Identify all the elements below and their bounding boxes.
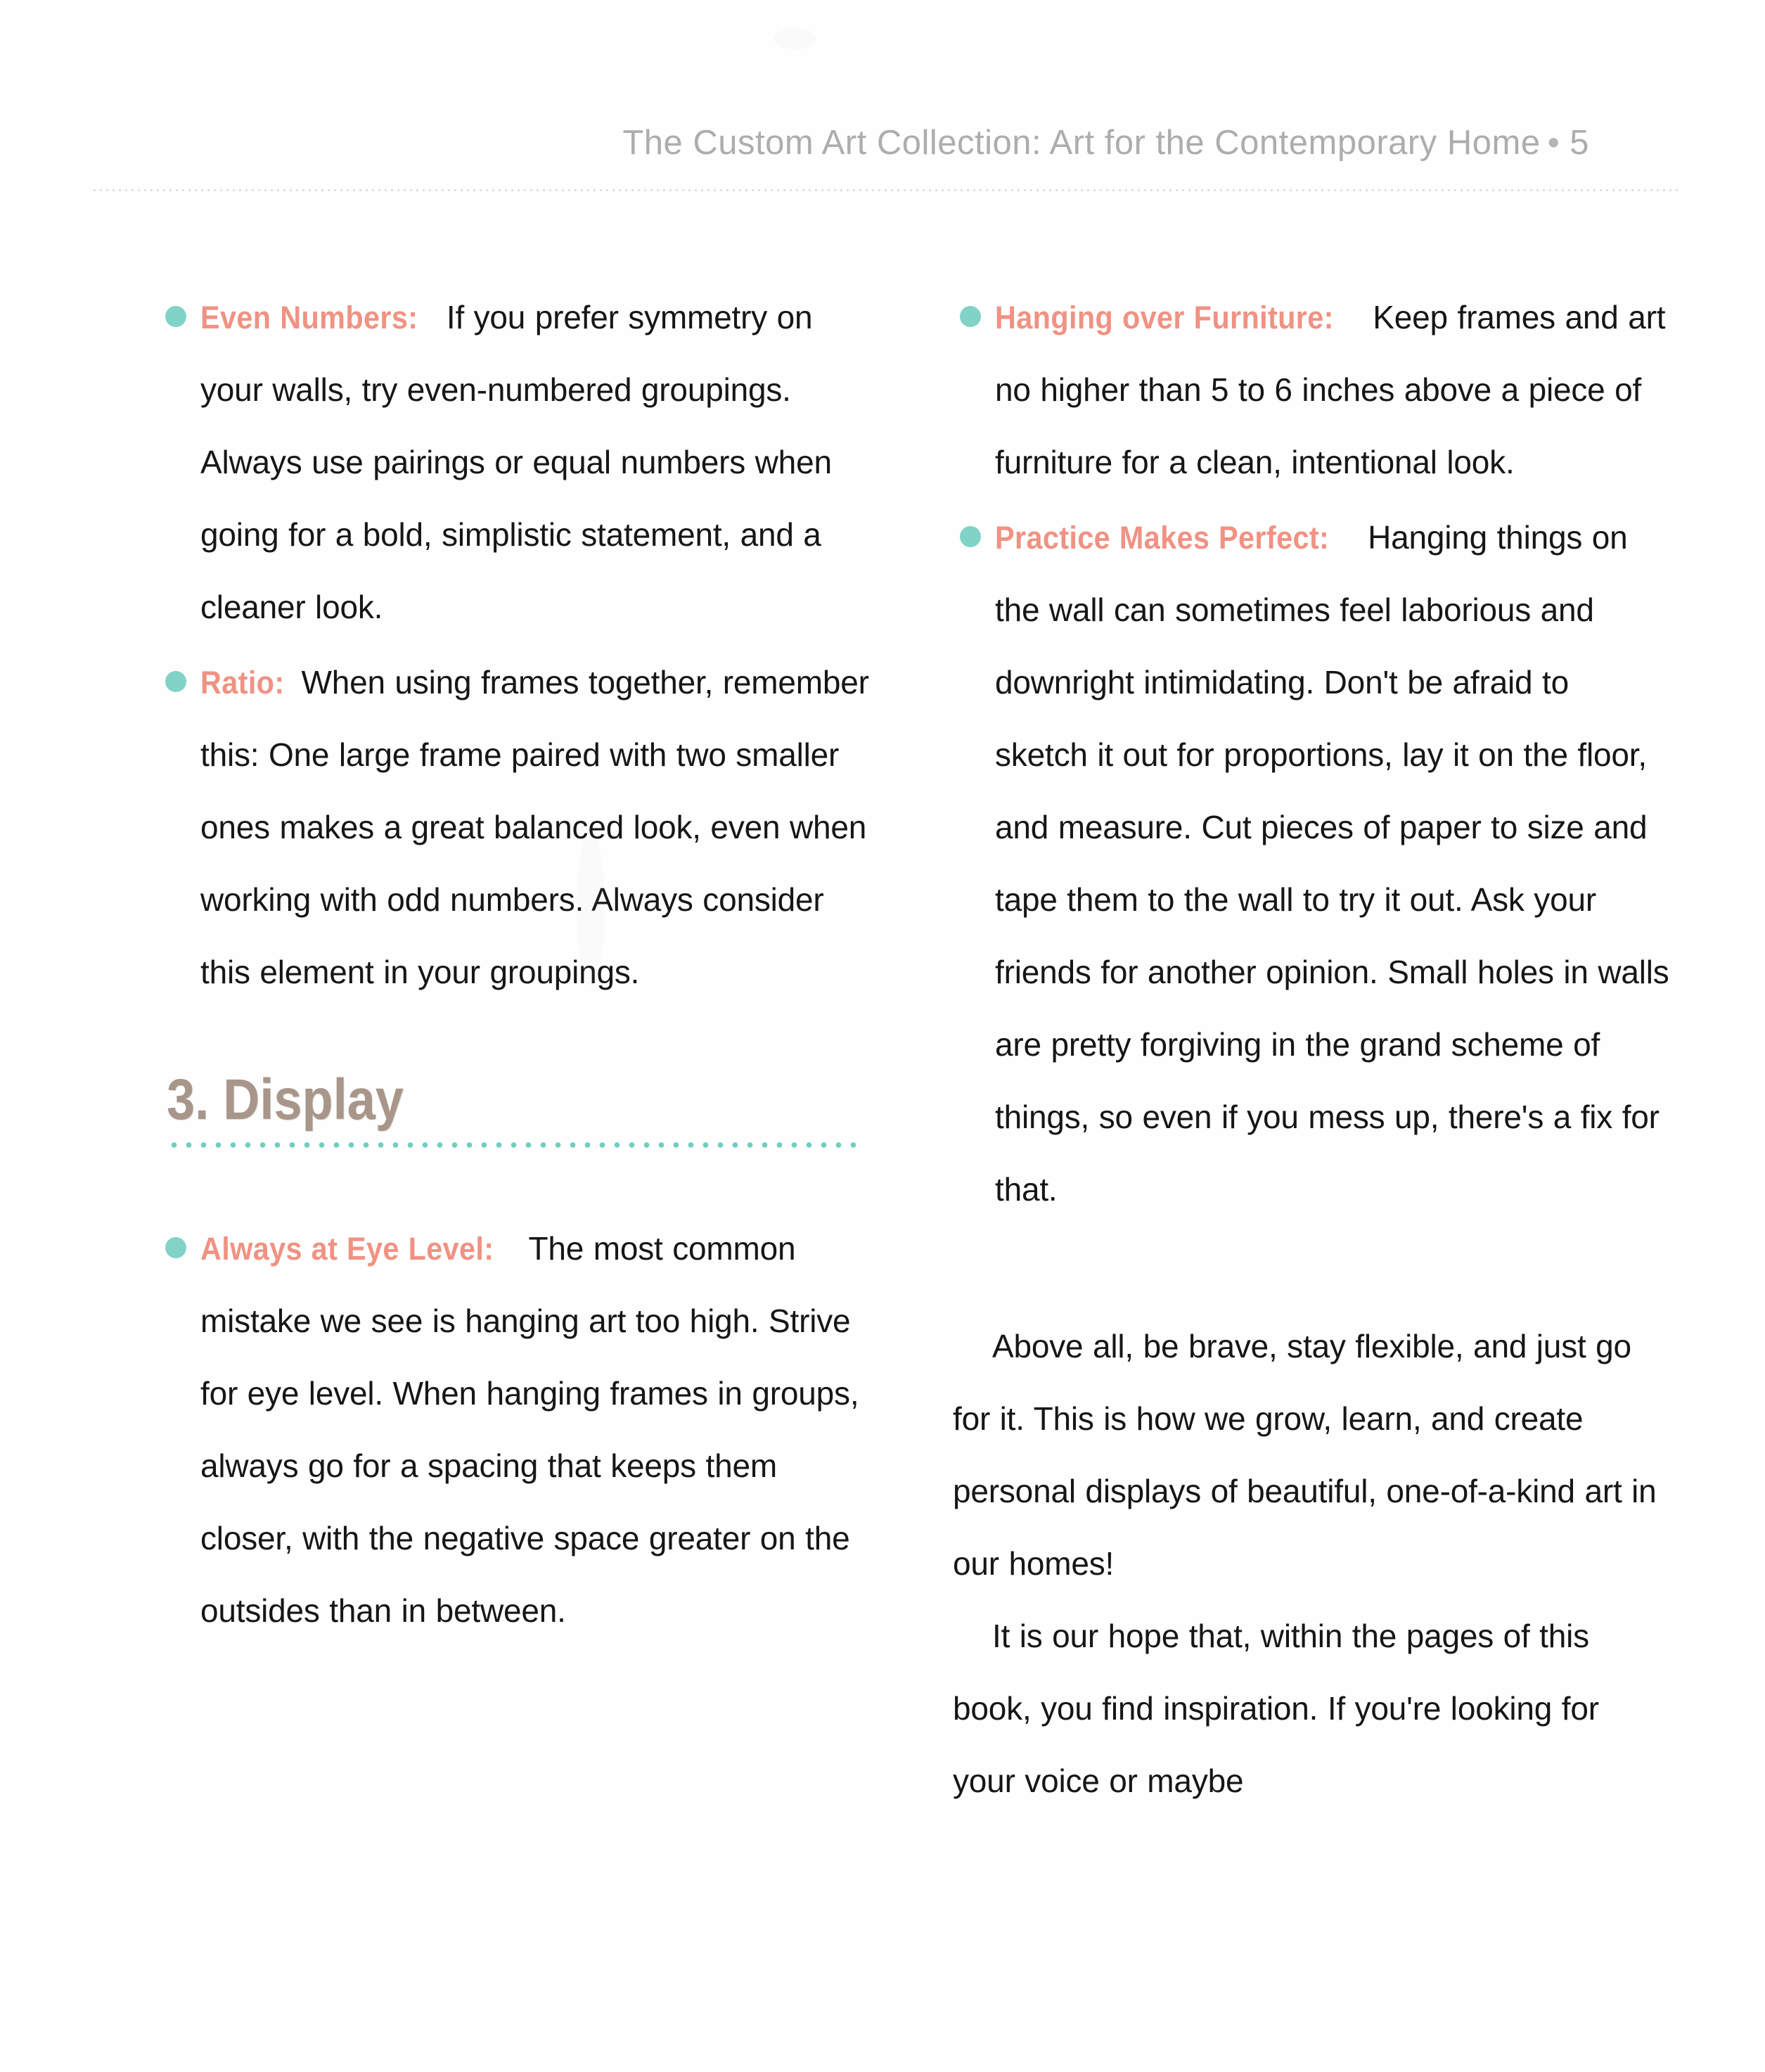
list-item — [953, 281, 1670, 499]
bullet-body-text: When using frames together, remember this: One large frame paired with two smaller ones makes a great balanced look, even when working with odd numbers. Always consider this element in your groupings. — [200, 664, 869, 990]
list-item — [158, 646, 875, 1009]
section-title: 3. Display — [167, 1068, 404, 1132]
bullet-dot-icon — [960, 306, 981, 327]
bullet-body-text: Keep frames and art no higher than 5 to 6 inches above a piece of furniture for a clean, intentional look. — [995, 299, 1666, 480]
bullet-lead-in: Always at Eye Level: — [200, 1230, 494, 1267]
running-head — [0, 123, 1589, 162]
header-dotted-rule — [91, 188, 1681, 192]
running-head-separator: • — [1547, 124, 1560, 162]
bullet-lead-in: Practice Makes Perfect: — [995, 520, 1330, 556]
two-column-layout — [0, 281, 1765, 1817]
bullet-dot-icon — [960, 526, 981, 547]
left-bullet-list — [158, 281, 875, 1009]
bullet-dot-icon — [165, 306, 186, 327]
bullet-lead-in: Even Numbers: — [200, 300, 418, 335]
list-item — [158, 281, 875, 644]
bullet-lead-in: Hanging over Furniture: — [995, 300, 1334, 335]
list-item — [158, 1213, 875, 1647]
bullet-dot-icon — [165, 1237, 186, 1258]
closing-paragraphs — [953, 1310, 1670, 1817]
closing-paragraph: Above all, be brave, stay flexible, and just go for it. This is how we grow, learn, and create personal displays of beautiful, one-of-a-kind art in our homes! — [953, 1328, 1657, 1582]
bullet-body-text: Hanging things on the wall can sometimes feel laborious and downright intimidating. Don't be afraid to sketch it out for proportions, lay it on the floor, and measure. Cut pieces of paper to size and tape them to the wall to try it out. Ask your friends for another opinion. Small holes in walls are pretty forgiving in the grand scheme of things, so even if you mess up, there's a fix for that. — [995, 519, 1669, 1208]
left-section-bullet-list — [158, 1213, 875, 1647]
bullet-body-text: The most common mistake we see is hanging art too high. Strive for eye level. When hanging frames in groups, always go for a spacing that keeps them closer, with the negative space greater on the outsides than in between. — [200, 1229, 859, 1629]
list-item — [953, 501, 1670, 1226]
running-head-title: The Custom Art Collection: Art for the Contemporary Home — [622, 124, 1541, 162]
section-heading-block — [158, 1070, 875, 1149]
left-column — [158, 281, 875, 1817]
closing-paragraph: It is our hope that, within the pages of this book, you find inspiration. If you're looking for your voice or maybe — [953, 1618, 1599, 1799]
page-number: 5 — [1570, 124, 1589, 162]
bullet-dot-icon — [165, 671, 186, 692]
scan-artifact — [774, 28, 816, 49]
right-column — [953, 281, 1670, 1817]
right-bullet-list — [953, 281, 1670, 1226]
bullet-body-text: If you prefer symmetry on your walls, try even-numbered groupings. Always use pairings or equal numbers when going for a bold, simplistic statement, and a cleaner look. — [200, 299, 832, 625]
bullet-lead-in: Ratio: — [200, 665, 285, 701]
section-dotted-underline — [167, 1141, 856, 1149]
